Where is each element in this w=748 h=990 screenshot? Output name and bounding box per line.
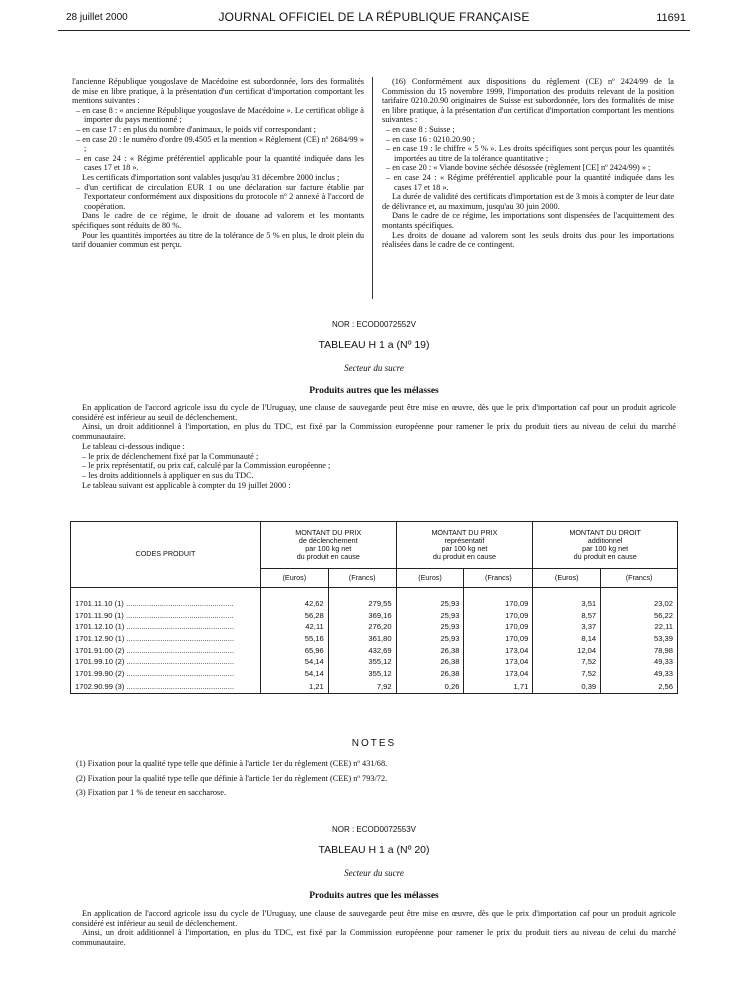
- group-header-line: de déclenchement: [298, 535, 358, 545]
- product-code-cell: 1701.11.10 (1) ...................................................: [71, 598, 261, 610]
- product-code-cell: 1701.91.00 (2) ...................................................: [71, 644, 261, 656]
- value-cell: 170,09: [464, 598, 533, 610]
- note-item: (3) Fixation par 1 % de teneur en saccharose.: [76, 788, 226, 797]
- unit-header: (Francs): [328, 569, 396, 588]
- unit-header: (Euros): [260, 569, 328, 588]
- unit-header: (Francs): [601, 569, 678, 588]
- paragraph: Les droits de douane ad valorem sont les seuls droits dus pour les importations réalisées dans le cadre de ce contingent.: [382, 230, 674, 250]
- value-cell: 55,16: [260, 633, 328, 645]
- group-header-line: du produit en cause: [296, 552, 360, 562]
- value-cell: 54,14: [260, 656, 328, 668]
- paragraph: Le tableau ci-dessous indique :: [82, 441, 185, 451]
- nor-reference-2: NOR : ECOD0072553V: [331, 825, 417, 834]
- product-code-cell: 1701.99.90 (2) ...................................................: [71, 668, 261, 680]
- two-column-block: [72, 77, 672, 301]
- value-cell: 12,04: [533, 644, 601, 656]
- header-title: JOURNAL OFFICIEL DE LA RÉPUBLIQUE FRANÇAISE: [218, 10, 530, 24]
- paragraph: – en case 24 : « Régime préférentiel applicable pour la quantité indiquée dans les cases 17 et 18 ».: [386, 172, 674, 192]
- unit-header: (Euros): [396, 569, 464, 588]
- value-cell: 42,62: [260, 598, 328, 610]
- value-cell: 170,09: [464, 633, 533, 645]
- value-cell: 54,14: [260, 668, 328, 680]
- paragraph: – en case 8 : Suisse ;: [386, 124, 455, 134]
- representative-price-header: [396, 522, 533, 569]
- value-cell: 0,26: [396, 679, 464, 694]
- value-cell: 369,16: [328, 610, 396, 622]
- value-cell: 170,09: [464, 610, 533, 622]
- page-header: [58, 10, 690, 28]
- paragraph: l'ancienne République yougoslave de Macédoine est subordonnée, lors des formalités de mise en libre pratique, à la présentation d'un certificat d'importation comportant les mentions suivantes :: [72, 77, 364, 106]
- section2-text: [72, 909, 676, 948]
- product-code-cell: 1701.12.90 (1) ...................................................: [71, 633, 261, 645]
- trigger-price-header: [260, 522, 396, 569]
- group-header-line: du produit en cause: [573, 552, 637, 562]
- value-cell: 26,38: [396, 656, 464, 668]
- value-cell: 0,39: [533, 679, 601, 694]
- table-row: [71, 633, 678, 645]
- table-row: [71, 656, 678, 668]
- value-cell: 1,21: [260, 679, 328, 694]
- value-cell: 8,14: [533, 633, 601, 645]
- group-header-line: par 100 kg net: [441, 544, 488, 553]
- paragraph: Le tableau suivant est applicable à compter du 19 juillet 2000 :: [82, 480, 291, 490]
- value-cell: 25,93: [396, 610, 464, 622]
- left-column: [72, 77, 364, 250]
- paragraph: – en case 16 : 0210.20.90 ;: [386, 134, 475, 144]
- paragraph: Dans le cadre de ce régime, les importations sont dispensées de l'acquittement des montants spécifiques.: [382, 211, 674, 230]
- paragraph: Ainsi, un droit additionnel à l'importation, en plus du TDC, est fixé par la Commission européenne pour ramener le prix du produit tiers au niveau de celui du marché communautaire.: [72, 422, 676, 442]
- table-row: [71, 621, 678, 633]
- paragraph: Dans le cadre de ce régime, le droit de douane ad valorem et les montants spécifiques sont réduits de 80 %.: [72, 211, 364, 230]
- page-number: 11691: [656, 12, 686, 24]
- secteur-label-1: Secteur du sucre: [344, 363, 404, 373]
- notes-list: [76, 757, 676, 801]
- paragraph: Ainsi, un droit additionnel à l'importation, en plus du TDC, est fixé par la Commission européenne pour ramener le prix du produit tiers au niveau de celui du marché communautaire.: [72, 928, 676, 948]
- group-header-line: MONTANT DU PRIX: [295, 527, 362, 537]
- paragraph: Pour les quantités importées au titre de la tolérance de 5 % en plus, le droit plein du tarif douanier commun est perçu.: [72, 230, 364, 250]
- value-cell: 26,38: [396, 644, 464, 656]
- value-cell: 22,11: [601, 621, 678, 633]
- group-header-line: représentatif: [444, 535, 485, 545]
- value-cell: 173,04: [464, 656, 533, 668]
- paragraph: – en case 8 : « ancienne République yougoslave de Macédoine ». Le certificat oblige à importer du pays mentionné ;: [76, 105, 364, 125]
- group-header-line: MONTANT DU DROIT: [569, 527, 641, 537]
- paragraph: En application de l'accord agricole issu du cycle de l'Uruguay, une clause de sauvegarde peut être mise en œuvre, dès que le prix d'importation caf pour un produit agricole considéré est inférieur au seuil de déclenchement.: [72, 909, 676, 928]
- section1-text: [72, 403, 676, 490]
- unit-header: (Euros): [533, 569, 601, 588]
- value-cell: 279,55: [328, 598, 396, 610]
- additional-duty-header: [533, 522, 678, 569]
- paragraph: – les droits additionnels à appliquer en sus du TDC.: [82, 470, 254, 480]
- product-code-cell: 1702.90.99 (3) ...................................................: [71, 679, 261, 694]
- value-cell: 1,71: [464, 679, 533, 694]
- value-cell: 355,12: [328, 656, 396, 668]
- paragraph: En application de l'accord agricole issu du cycle de l'Uruguay, une clause de sauvegarde peut être mise en œuvre, dès que le prix d'importation caf pour un produit agricole considéré est inférieur au seuil de déclenchement.: [72, 403, 676, 422]
- notes-title: NOTES: [351, 738, 397, 749]
- header-date: 28 juillet 2000: [66, 12, 128, 23]
- value-cell: 23,02: [601, 598, 678, 610]
- table-row: [71, 668, 678, 680]
- value-cell: 355,12: [328, 668, 396, 680]
- value-cell: 361,80: [328, 633, 396, 645]
- group-header-line: MONTANT DU PRIX: [431, 527, 498, 537]
- paragraph: – en case 20 : le numéro d'ordre 09.4505 et la mention « Règlement (CE) nº 2684/99 » ;: [76, 134, 364, 154]
- header-rule: [58, 30, 690, 31]
- value-cell: 432,69: [328, 644, 396, 656]
- value-cell: 8,57: [533, 610, 601, 622]
- value-cell: 49,33: [601, 656, 678, 668]
- product-code-cell: 1701.12.10 (1) ...................................................: [71, 621, 261, 633]
- value-cell: 7,52: [533, 656, 601, 668]
- value-cell: 49,33: [601, 668, 678, 680]
- group-header-line: par 100 kg net: [305, 544, 352, 553]
- paragraph: – en case 20 : « Viande bovine séchée désossée (règlement [CE] nº 2424/99) » ;: [386, 163, 651, 173]
- product-code-cell: 1701.11.90 (1) ...................................................: [71, 610, 261, 622]
- value-cell: 25,93: [396, 621, 464, 633]
- right-column: [382, 77, 674, 250]
- paragraph: – en case 24 : « Régime préférentiel applicable pour la quantité indiquée dans les cases 17 et 18 ».: [76, 153, 364, 173]
- paragraph: – le prix représentatif, ou prix caf, calculé par la Commission européenne ;: [82, 461, 331, 471]
- value-cell: 56,28: [260, 610, 328, 622]
- produits-heading-1: Produits autres que les mélasses: [309, 386, 439, 396]
- table-body: [71, 588, 678, 694]
- unit-header: (Francs): [464, 569, 533, 588]
- group-header-line: du produit en cause: [432, 552, 497, 562]
- nor-reference-1: NOR : ECOD0072552V: [331, 320, 417, 329]
- value-cell: 25,93: [396, 633, 464, 645]
- value-cell: 7,92: [328, 679, 396, 694]
- paragraph: – en case 17 : en plus du nombre d'animaux, le poids vif correspondant ;: [76, 124, 316, 134]
- codes-produit-header: CODES PRODUIT: [71, 522, 261, 588]
- group-header-line: par 100 kg net: [582, 544, 629, 553]
- value-cell: 3,37: [533, 621, 601, 633]
- table-row: [71, 598, 678, 610]
- value-cell: 26,38: [396, 668, 464, 680]
- paragraph: – le prix de déclenchement fixé par la Communauté ;: [82, 451, 259, 461]
- tableau-title-2: TABLEAU H 1 a (Nº 20): [318, 844, 430, 856]
- group-header-line: additionnel: [587, 535, 623, 545]
- tableau-title-1: TABLEAU H 1 a (Nº 19): [318, 339, 430, 351]
- product-code-cell: 1701.99.10 (2) ...................................................: [71, 656, 261, 668]
- value-cell: 276,20: [328, 621, 396, 633]
- secteur-label-2: Secteur du sucre: [344, 868, 404, 878]
- paragraph: – d'un certificat de circulation EUR 1 ou une déclaration sur facture établie par l'exportateur conformément aux dispositions du protocole nº 2 annexé à l'accord de coopération.: [76, 182, 364, 211]
- value-cell: 173,04: [464, 644, 533, 656]
- table-row: [71, 610, 678, 622]
- value-cell: 56,22: [601, 610, 678, 622]
- value-cell: 7,52: [533, 668, 601, 680]
- paragraph: La durée de validité des certificats d'importation est de 3 mois à compter de leur date de délivrance et, au maximum, jusqu'au 30 juin 2000.: [382, 192, 674, 211]
- table-row: [71, 644, 678, 656]
- paragraph: Les certificats d'importation sont valables jusqu'au 31 décembre 2000 inclus ;: [82, 172, 340, 182]
- paragraph: (16) Conformément aux dispositions du règlement (CE) nº 2424/99 de la Commission du 15 novembre 1999, l'importation des produits relevant de la position tarifaire 0210.20.90 originaires de Suisse est subordonnée, lors des formalités de mise en libre pratique, à la présentation d'un certificat d'importation comportant les mentions suivantes :: [382, 77, 674, 125]
- produits-heading-2: Produits autres que les mélasses: [309, 891, 439, 901]
- value-cell: 42,11: [260, 621, 328, 633]
- table-row: [71, 679, 678, 694]
- value-cell: 173,04: [464, 668, 533, 680]
- paragraph: – en case 19 : le chiffre « 5 % ». Les droits spécifiques sont perçus pour les quantités importées au titre de la tolérance quantitative ;: [386, 144, 674, 163]
- value-cell: 65,96: [260, 644, 328, 656]
- note-item: (1) Fixation pour la qualité type telle que définie à l'article 1er du règlement (CEE) nº 431/68.: [76, 759, 388, 768]
- note-item: (2) Fixation pour la qualité type telle que définie à l'article 1er du règlement (CEE) nº 793/72.: [76, 773, 388, 783]
- value-cell: 53,39: [601, 633, 678, 645]
- price-table: [70, 521, 678, 694]
- value-cell: 25,93: [396, 598, 464, 610]
- value-cell: 2,56: [601, 679, 678, 694]
- value-cell: 78,98: [601, 644, 678, 656]
- column-divider: [372, 77, 373, 299]
- value-cell: 3,51: [533, 598, 601, 610]
- value-cell: 170,09: [464, 621, 533, 633]
